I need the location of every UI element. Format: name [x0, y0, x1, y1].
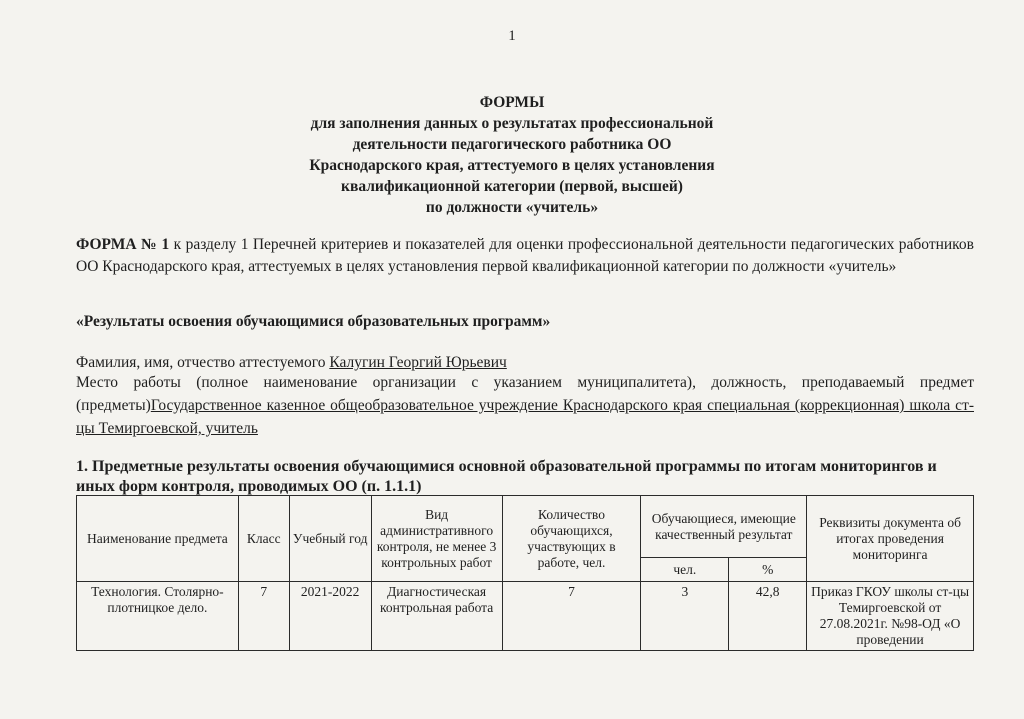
- cell-quality-percent: 42,8: [729, 582, 807, 651]
- fio-label: Фамилия, имя, отчество аттестуемого: [76, 354, 330, 371]
- cell-participants: 7: [502, 582, 641, 651]
- form-1-label: ФОРМА № 1: [76, 236, 170, 253]
- cell-subject: Технология. Столярно-плотницкое дело.: [77, 582, 239, 651]
- cell-year: 2021-2022: [289, 582, 371, 651]
- cell-document: Приказ ГКОУ школы ст-цы Темиргоевской от 27.08.2021г. №98-ОД «О проведении: [807, 582, 974, 651]
- header-document: Реквизиты документа об итогах проведения мониторинга: [807, 496, 974, 582]
- title-line: ФОРМЫ: [479, 94, 545, 111]
- document-title: [0, 92, 1024, 218]
- fio-line: [76, 354, 507, 372]
- header-quality-people: чел.: [641, 558, 729, 582]
- header-control-type: Вид административного контроля, не менее 3 контрольных работ: [371, 496, 502, 582]
- header-participants: Количество обучающихся, участвующих в работе, чел.: [502, 496, 641, 582]
- table-row: [77, 582, 974, 651]
- title-line: Краснодарского края, аттестуемого в целях установления: [309, 157, 715, 174]
- cell-control-type: Диагностическая контрольная работа: [371, 582, 502, 651]
- fio-value: Калугин Георгий Юрьевич: [329, 354, 507, 371]
- title-line: по должности «учитель»: [425, 199, 599, 216]
- header-subject: Наименование предмета: [77, 496, 239, 582]
- work-place: [76, 371, 974, 440]
- header-quality: Обучающиеся, имеющие качественный результат: [641, 496, 807, 558]
- header-class: Класс: [238, 496, 289, 582]
- form-1-description: [76, 234, 974, 278]
- header-quality-percent: %: [729, 558, 807, 582]
- work-place-value: Государственное казенное общеобразовательное учреждение Краснодарского края специальная (коррекционная) школа ст-цы Темиргоевской, учитель: [76, 397, 974, 437]
- title-line: деятельности педагогического работника ОО: [352, 136, 672, 153]
- form-1-text: к разделу 1 Перечней критериев и показателей для оценки профессиональной деятельности педагогических работников ОО Краснодарского края, аттестуемых в целях установления первой квалификационной категории по должности «учитель»: [76, 236, 974, 275]
- header-year: Учебный год: [289, 496, 371, 582]
- title-line: для заполнения данных о результатах профессиональной: [310, 115, 714, 132]
- form-subtitle: «Результаты освоения обучающимися образовательных программ»: [76, 313, 551, 330]
- title-line: квалификационной категории (первой, высшей): [341, 178, 683, 195]
- page-number: 1: [508, 28, 516, 44]
- cell-class: 7: [238, 582, 289, 651]
- results-table: [76, 495, 974, 651]
- work-place-label: Место работы (полное наименование организации с указанием муниципалитета), должность, преподаваемый предмет (предметы): [76, 374, 974, 414]
- cell-quality-people: 3: [641, 582, 729, 651]
- section-title: 1. Предметные результаты освоения обучающимися основной образовательной программы по итогам мониторингов и иных форм контроля, проводимых ОО (п. 1.1.1): [76, 458, 937, 495]
